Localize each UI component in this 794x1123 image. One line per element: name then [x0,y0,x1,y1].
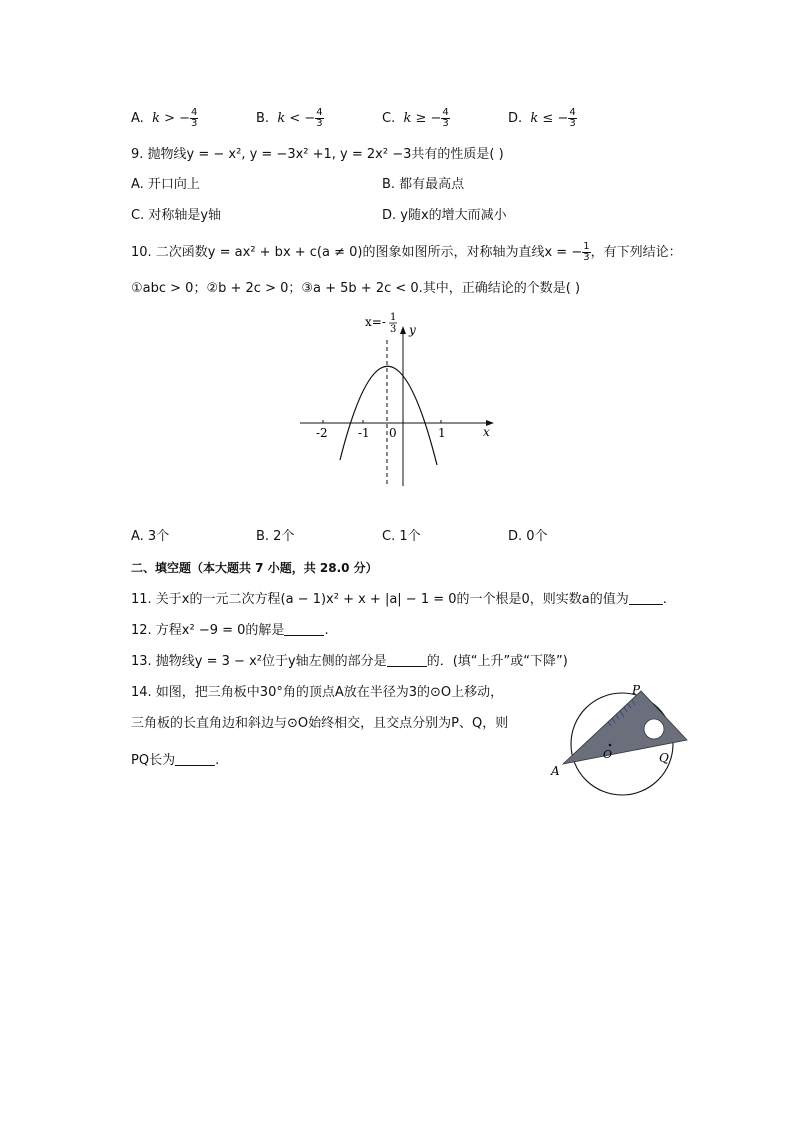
q9-stem: 9. 抛物线y = − x², y = −3x² +1, y = 2x² −3共有的性质是( ) [131,147,504,162]
symmetry-axis-label-num: 1 [390,312,397,323]
parabola-curve [340,366,437,465]
q12: 12. 方程x² −9 = 0的解是 . [131,623,329,638]
q8-option-d: D. k ≤ − $\frac{4}{3}$ [508,107,576,129]
tick-label-minus-2: -2 [316,426,328,440]
triangle-hole [644,719,664,739]
label-o: O [603,748,613,761]
q9-option-c: C. 对称轴是y轴 [131,208,222,223]
q11-answer-blank[interactable] [629,592,663,605]
center-point-o [609,744,612,747]
tick-label-1: 1 [438,426,446,440]
q10-option-a: A. 3个 [131,529,170,544]
q10-stem: 10. 二次函数y = ax² + bx + c(a ≠ 0)的图象如图所示，对称轴为直线x = − $\frac{1}{3}$ ，有下列结论： [131,241,682,263]
q14-line-3: PQ长为 . [131,753,220,768]
x-axis-label: x [483,425,490,439]
q10-option-c: C. 1个 [382,529,421,544]
label-a: A [551,764,560,778]
q9-option-a: A. 开口向上 [131,177,200,192]
label-q: Q [659,751,669,765]
q13-answer-blank[interactable] [387,654,427,667]
q14-line-1: 14. 如图，把三角板中30°角的顶点A放在半径为3的⊙O上移动， [131,685,504,700]
tick-label-0: 0 [389,426,397,440]
q9-option-b: B. 都有最高点 [382,177,465,192]
tick-label-minus-1: -1 [358,426,370,440]
q13: 13. 抛物线y = 3 − x²位于y轴左侧的部分是 的．(填“上升”或“下降”) [131,654,568,669]
q14-answer-blank[interactable] [175,753,215,766]
q12-answer-blank[interactable] [284,623,324,636]
y-axis-label: y [409,323,416,337]
q10-parabola-graph [295,310,500,490]
symmetry-axis-label: x=- [365,315,386,329]
y-axis-arrow [400,326,406,334]
q10-conditions: ①abc > 0；②b + 2c > 0；③a + 5b + 2c < 0.其中，正确结论的个数是( ) [131,281,581,296]
label-p: P [632,683,641,697]
q10-option-b: B. 2个 [256,529,295,544]
q14-figure [546,682,696,800]
q8-option-c: C. k ≥ − $\frac{4}{3}$ [382,107,449,129]
q9-option-d: D. y随x的增大而减小 [382,208,507,223]
q14-line-2: 三角板的长直角边和斜边与⊙O始终相交，且交点分别为P、Q，则 [131,716,509,731]
q11: 11. 关于x的一元二次方程(a − 1)x² + x + |a| − 1 = 0的一个根是0，则实数a的值为 . [131,592,667,607]
q8-option-a: A. k > − $\frac{4}{3}$ [131,107,198,129]
symmetry-axis-label-den: 3 [390,324,397,335]
q8-option-b: B. k < − $\frac{4}{3}$ [256,107,323,129]
section-2-title: 二、填空题（本大题共 7 小题，共 28.0 分） [131,561,378,575]
q10-option-d: D. 0个 [508,529,548,544]
